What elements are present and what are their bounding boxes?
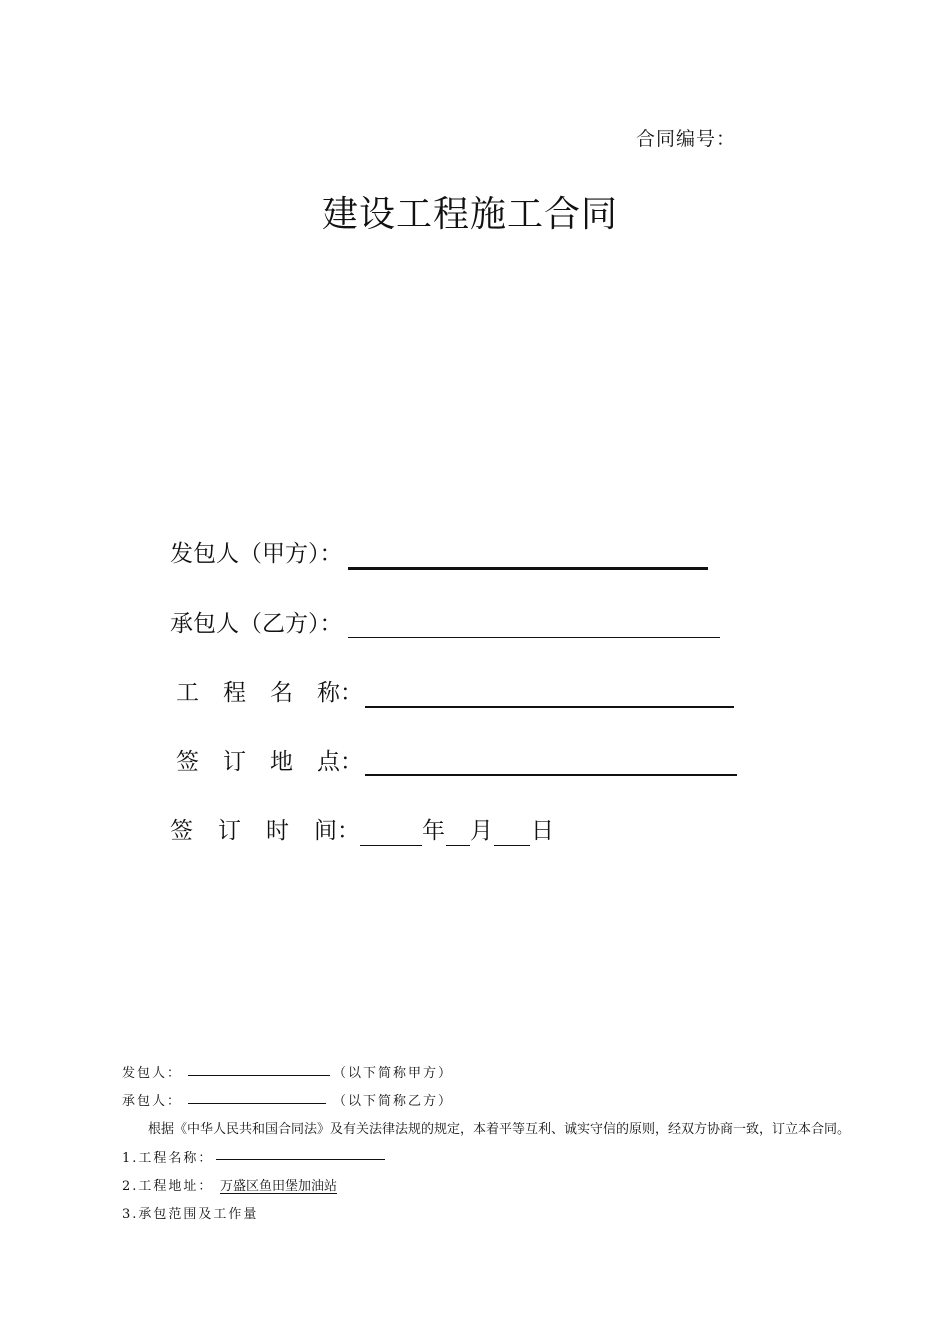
contract-number-label: 合同编号： <box>636 128 737 150</box>
body-party-a-line <box>188 1075 330 1076</box>
item2-label: 2.工程地址： <box>122 1179 214 1194</box>
cover-day-line <box>494 845 530 846</box>
cover-month-line <box>446 845 470 846</box>
cover-party-b-line <box>348 637 720 638</box>
cover-day-label: 日 <box>531 818 554 844</box>
cover-party-a-label: 发包人（甲方）： <box>170 541 343 567</box>
label-char: 称： <box>317 680 363 706</box>
cover-year-line <box>360 845 422 846</box>
label-char: 工 <box>176 680 199 706</box>
label-char: 地 <box>270 749 293 775</box>
cover-project-name-label <box>176 674 363 707</box>
document-title: 建设工程施工合同 <box>321 194 618 235</box>
cover-month-label: 月 <box>470 818 493 844</box>
cover-sign-place-label <box>176 743 363 776</box>
label-char: 签 <box>170 818 193 844</box>
body-party-a-note: （以下简称甲方） <box>333 1066 454 1081</box>
item2-value: 万盛区鱼田堡加油站 <box>220 1179 338 1194</box>
label-char: 订 <box>218 818 241 844</box>
item3-label: 3.承包范围及工作量 <box>122 1207 259 1222</box>
label-char: 订 <box>223 749 246 775</box>
label-char: 间： <box>314 818 360 844</box>
preamble-text: 根据《中华人民共和国合同法》及有关法律法规的规定，本着平等互利、诚实守信的原则，经双方协商一致，订立本合同。 <box>148 1122 851 1137</box>
label-char: 名 <box>270 680 293 706</box>
cover-year-label: 年 <box>422 818 445 844</box>
body-party-b-note: （以下简称乙方） <box>333 1094 454 1109</box>
label-char: 点： <box>317 749 363 775</box>
body-party-b-label: 承包人： <box>122 1094 183 1109</box>
cover-sign-place-line <box>365 774 737 776</box>
label-char: 程 <box>223 680 246 706</box>
cover-sign-time-label <box>170 812 360 845</box>
item1-line <box>216 1159 385 1160</box>
body-party-a-label: 发包人： <box>122 1066 183 1081</box>
body-party-b-line <box>188 1103 326 1104</box>
cover-project-name-line <box>365 706 734 708</box>
item1-label: 1.工程名称： <box>122 1151 214 1166</box>
label-char: 时 <box>266 818 289 844</box>
cover-party-b-label: 承包人（乙方）： <box>170 611 343 637</box>
label-char: 签 <box>176 749 199 775</box>
cover-party-a-line <box>348 567 708 570</box>
